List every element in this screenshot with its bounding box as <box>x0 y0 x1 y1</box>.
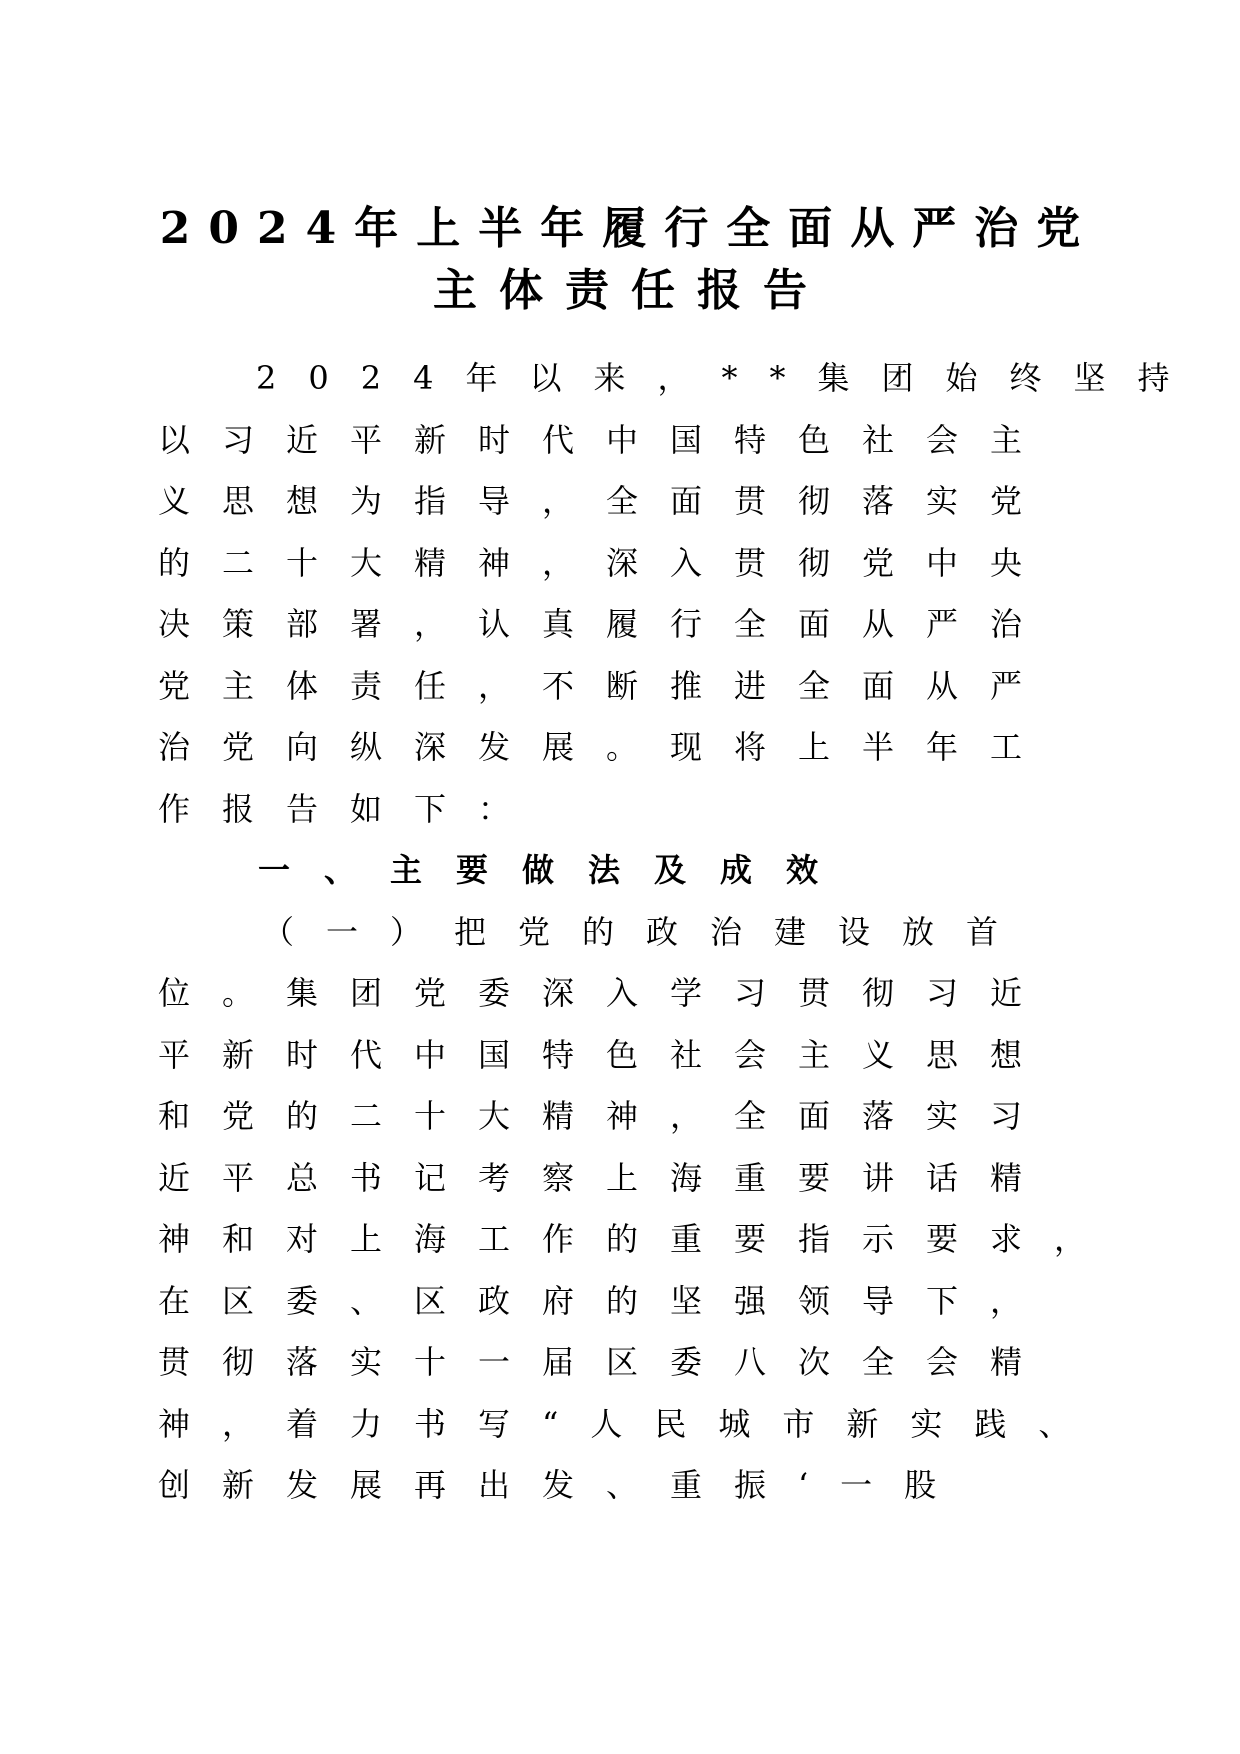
paragraph-2-line: 近平总书记考察上海重要讲话精 <box>158 1159 1055 1197</box>
paragraph-2-line: 神，着力书写“人民城市新实践、 <box>158 1405 1103 1443</box>
paragraph-2-line: 创新发展再出发、重振‘一股 <box>158 1466 969 1504</box>
paragraph-1-line: 义思想为指导，全面贯彻落实党 <box>158 482 1055 520</box>
paragraph-2-line: （一）把党的政治建设放首 <box>262 913 1031 951</box>
paragraph-1-line: 作报告如下： <box>158 790 543 828</box>
section-heading: 一、主要做法及成效 <box>258 851 853 889</box>
paragraph-2-line: 贯彻落实十一届区委八次全会精 <box>158 1343 1055 1381</box>
paragraph-2-line: 神和对上海工作的重要指示要求， <box>158 1220 1119 1258</box>
paragraph-2-line: 和党的二十大精神，全面落实习 <box>158 1097 1055 1135</box>
paragraph-1-line: 以习近平新时代中国特色社会主 <box>158 421 1055 459</box>
paragraph-1-line: 治党向纵深发展。现将上半年工 <box>158 728 1055 766</box>
paragraph-2-line: 在区委、区政府的坚强领导下， <box>158 1282 1055 1320</box>
paragraph-2-line: 平新时代中国特色社会主义思想 <box>158 1036 1055 1074</box>
paragraph-2-line: 位。集团党委深入学习贯彻习近 <box>158 974 1055 1012</box>
document-title-line-1: 2024年上半年履行全面从严治党 <box>159 203 1099 254</box>
paragraph-1-line: 的二十大精神，深入贯彻党中央 <box>158 544 1055 582</box>
paragraph-1-line: 党主体责任，不断推进全面从严 <box>158 667 1055 705</box>
paragraph-1-line: 2024年以来，**集团始终坚持 <box>256 359 1202 397</box>
document-title-line-2: 主体责任报告 <box>433 265 829 316</box>
paragraph-1-line: 决策部署，认真履行全面从严治 <box>158 605 1055 643</box>
